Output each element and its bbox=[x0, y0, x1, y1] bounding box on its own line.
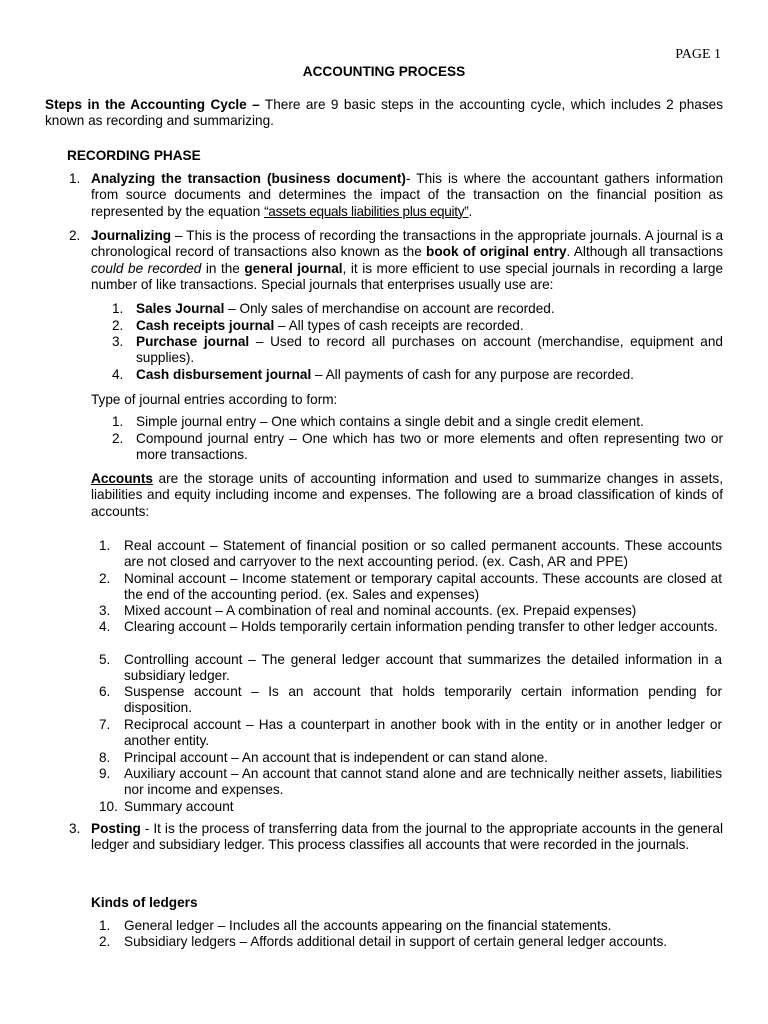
item-number: 7. bbox=[99, 717, 111, 732]
account-item bbox=[99, 619, 722, 635]
journal-desc: – Only sales of merchandise on account are recorded. bbox=[224, 301, 555, 316]
accounts-intro bbox=[91, 471, 723, 520]
account-text: Principal account – An account that is independent or can stand alone. bbox=[124, 750, 548, 765]
step-journalizing bbox=[69, 228, 724, 293]
accounts-term: Accounts bbox=[91, 471, 153, 486]
item-number: 3. bbox=[99, 603, 111, 618]
account-text: Summary account bbox=[124, 799, 234, 814]
item-number: 6. bbox=[99, 684, 111, 699]
account-text: Mixed account – A combination of real and nominal accounts. (ex. Prepaid expenses) bbox=[124, 603, 637, 618]
item-number: 1. bbox=[99, 918, 111, 933]
step-text: – This is the process of recording the transactions in the appropriate journals. A journal is a chronological record of transactions also known as the bbox=[91, 228, 723, 260]
equation-quote: “assets equals liabilities plus equity” bbox=[264, 203, 469, 219]
journal-name: Purchase journal bbox=[136, 334, 250, 349]
step-posting bbox=[69, 821, 723, 854]
entry-text: Simple journal entry – One which contains a single debit and a single credit element. bbox=[136, 414, 644, 429]
item-number: 2. bbox=[112, 318, 124, 333]
entry-type-item bbox=[112, 414, 723, 430]
item-number: 4. bbox=[112, 367, 124, 382]
item-number: 9. bbox=[99, 766, 111, 781]
entry-text: Compound journal entry – One which has two or more elements and often representing two or more transactions. bbox=[136, 431, 723, 463]
special-journal-item bbox=[112, 318, 723, 334]
special-journal-item bbox=[112, 301, 723, 317]
ledger-text: General ledger – Includes all the accounts appearing on the financial statements. bbox=[124, 918, 612, 933]
item-number: 4. bbox=[99, 619, 111, 634]
general-journal: general journal bbox=[244, 260, 343, 276]
account-item bbox=[99, 603, 722, 619]
journal-desc: – All types of cash receipts are recorded. bbox=[274, 318, 524, 333]
ledger-item bbox=[99, 918, 722, 934]
entry-type-item bbox=[112, 431, 723, 464]
account-text: Nominal account – Income statement or temporary capital accounts. These accounts are closed at the end of the accounting period. (ex. Sales and expenses) bbox=[124, 571, 722, 603]
account-text: Auxiliary account – An account that cannot stand alone and are technically neither assets, liabilities nor income and expenses. bbox=[124, 766, 722, 798]
item-number: 10. bbox=[99, 799, 118, 814]
step-text: , it is more efficient to use special journals in recording a large number of like transactions. Special journals that enterprises usually use are: bbox=[91, 260, 724, 292]
entries-heading: Type of journal entries according to form: bbox=[91, 392, 338, 407]
special-journal-item bbox=[112, 367, 723, 383]
item-number: 2. bbox=[99, 934, 111, 949]
account-item bbox=[99, 538, 722, 571]
account-text: Real account – Statement of financial position or so called permanent accounts. These accounts are not closed and carryover to the next accounting period. (ex. Cash, AR and PPE) bbox=[124, 538, 722, 570]
account-item bbox=[99, 750, 722, 766]
accounts-intro-text: are the storage units of accounting information and used to summarize changes in assets, liabilities and equity including income and expenses. The following are a broad classification of kinds of accounts: bbox=[91, 471, 723, 519]
step-number: 2. bbox=[69, 228, 81, 243]
step-text: . Although all transactions bbox=[566, 244, 723, 260]
journal-name: Cash disbursement journal bbox=[136, 367, 312, 382]
account-text: Suspense account – Is an account that holds temporarily certain information pending for disposition. bbox=[124, 684, 722, 716]
step-number: 3. bbox=[69, 821, 81, 836]
document-title: ACCOUNTING PROCESS bbox=[302, 64, 466, 79]
intro-paragraph bbox=[45, 97, 723, 130]
step-lead: Analyzing the transaction (business document) bbox=[91, 171, 406, 186]
account-item bbox=[99, 684, 722, 717]
account-text: Clearing account – Holds temporarily certain information pending transfer to other ledger accounts. bbox=[124, 619, 718, 634]
account-item bbox=[99, 799, 722, 815]
step-analyzing bbox=[69, 171, 724, 220]
book-of-original-entry: book of original entry bbox=[426, 244, 567, 260]
account-item bbox=[99, 571, 722, 604]
intro-lead: Steps in the Accounting Cycle – bbox=[45, 97, 260, 112]
item-number: 5. bbox=[99, 652, 111, 667]
page-number: PAGE 1 bbox=[675, 47, 721, 62]
journal-desc: – Used to record all purchases on account (merchandise, equipment and supplies). bbox=[136, 334, 723, 366]
item-number: 2. bbox=[99, 571, 111, 586]
recording-phase-heading: RECORDING PHASE bbox=[67, 148, 201, 163]
ledger-item bbox=[99, 934, 722, 950]
account-text: Reciprocal account – Has a counterpart in another book with in the entity or in another ledger or another entity. bbox=[124, 717, 722, 749]
step-text: in the bbox=[201, 260, 245, 276]
item-number: 3. bbox=[112, 334, 124, 349]
item-number: 1. bbox=[99, 538, 111, 553]
intro-text: There are 9 basic steps in the accounting cycle, which includes 2 phases known as recording and summarizing. bbox=[45, 97, 724, 129]
item-number: 8. bbox=[99, 750, 111, 765]
account-item bbox=[99, 652, 722, 685]
item-number: 2. bbox=[112, 431, 124, 446]
account-item bbox=[99, 766, 722, 799]
journal-name: Cash receipts journal bbox=[136, 318, 275, 333]
step-lead: Journalizing bbox=[91, 228, 172, 243]
account-item bbox=[99, 717, 722, 750]
step-lead: Posting bbox=[91, 821, 141, 836]
could-be-recorded: could be recorded bbox=[91, 260, 202, 276]
ledgers-heading: Kinds of ledgers bbox=[91, 895, 198, 910]
item-number: 1. bbox=[112, 414, 124, 429]
account-text: Controlling account – The general ledger account that summarizes the detailed information in a subsidiary ledger. bbox=[124, 652, 722, 684]
special-journal-item bbox=[112, 334, 723, 367]
journal-name: Sales Journal bbox=[136, 301, 225, 316]
journal-desc: – All payments of cash for any purpose are recorded. bbox=[311, 367, 634, 382]
item-number: 1. bbox=[112, 301, 124, 316]
ledger-text: Subsidiary ledgers – Affords additional detail in support of certain general ledger accounts. bbox=[124, 934, 668, 949]
step-text: - This is where the accountant gathers information from source documents and determines the impact of the transaction on the financial position as represented by the equation bbox=[91, 171, 724, 219]
step-text: - It is the process of transferring data from the journal to the appropriate accounts in the general ledger and subsidiary ledger. This process classifies all accounts that were recorded in the journals. bbox=[91, 821, 723, 853]
step-end: . bbox=[468, 203, 473, 219]
step-number: 1. bbox=[69, 171, 81, 186]
